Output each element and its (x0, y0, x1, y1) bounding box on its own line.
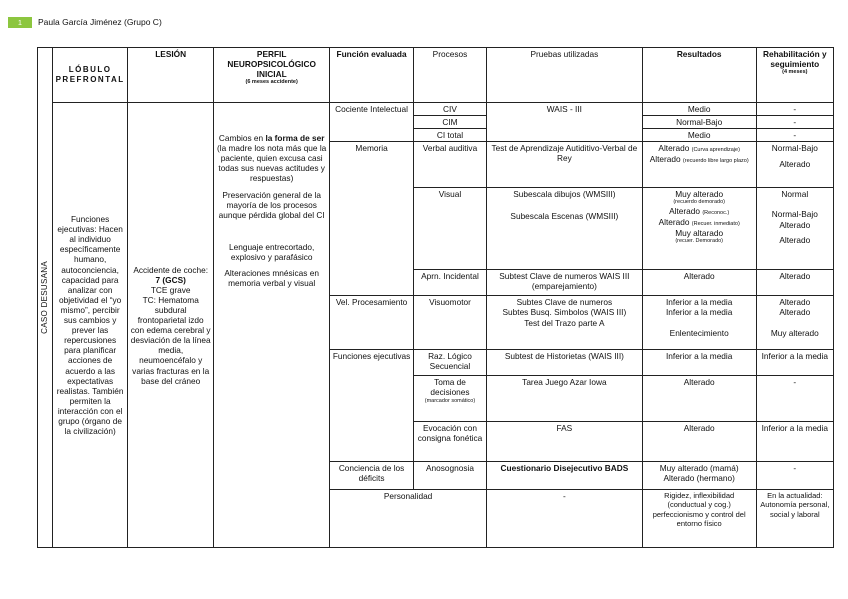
page-title: Paula García Jiménez (Grupo C) (38, 17, 162, 27)
header-lobulo: LÓBULO PREFRONTAL (53, 48, 128, 103)
resultado-incidental: Alterado (642, 270, 756, 296)
side-label-cell (38, 48, 53, 548)
page-header (8, 15, 162, 29)
resultado-vel: Inferior a la media Inferior a la media Enlentecimiento (642, 296, 756, 350)
header-procesos: Procesos (413, 48, 486, 103)
prueba-wais: WAIS - III (487, 103, 643, 142)
perfil-paragraph-4: Alteraciones mnésicas en memoria verbal y visual (224, 268, 319, 289)
header-perfil-title: PERFIL NEUROPSICOLÓGICO INICIAL (227, 49, 316, 80)
resultado-cim: Normal-Bajo (642, 116, 756, 129)
neuropsych-table (37, 47, 834, 548)
personalidad-label: Personalidad (330, 490, 487, 548)
resultado-evocacion: Alterado (642, 422, 756, 462)
perfil-paragraph-3: Lenguaje entrecortado, explosivo y parafásico (228, 241, 315, 262)
perfil-paragraph-2: Preservación general de la mayoría de los procesos aunque pérdida global del CI (218, 189, 325, 220)
funcion-ci: Cociente Intelectual (330, 103, 414, 142)
rehab-conciencia: - (756, 462, 833, 490)
perfil-paragraph-1: Cambios en la forma de ser (la madre los nota más que la paciente, quien excusa casi todas sus nuevas actitudes y respuestas) (217, 133, 327, 184)
proceso-incidental: Aprn. Incidental (413, 270, 486, 296)
resultado-conciencia: Muy alterado (mamá) Alterado (hermano) (642, 462, 756, 490)
resultado-razonamiento: Inferior a la media (642, 350, 756, 376)
resultado-civ: Medio (642, 103, 756, 116)
funcion-vel: Vel. Procesamiento (330, 296, 414, 350)
resultado-personalidad: Rigidez, inflexibilidad (conductual y cog.) perfeccionismo y control del entorno físico (642, 490, 756, 548)
header-lesion: LESIÓN (128, 48, 214, 103)
resultado-decisiones: Alterado (642, 376, 756, 422)
prueba-fas: FAS (487, 422, 643, 462)
proceso-civ: CIV (413, 103, 486, 116)
resultado-visual: Muy alterado (recuerdo demorado) Alterado (Reconoc.) Alterado (Recuer. inmediato) Muy altarado (recuer. Demorado) (642, 188, 756, 270)
proceso-anosognosia: Anosognosia (413, 462, 486, 490)
rehab-civ: - (756, 103, 833, 116)
proceso-decisiones: Toma de decisiones (marcador somático) (413, 376, 486, 422)
header-resultados: Resultados (642, 48, 756, 103)
resultado-verbal: Alterado (Curva aprendizaje) Alterado (recuerdo libre largo plazo) (642, 142, 756, 188)
lobulo-description: Funciones ejecutivas: Hacen al individuo específicamente humano, autoconciencia, capacidad para analizar con objetividad el “yo mismo”, percibir sus cambios y prever las repercusiones para planificar acciones de acuerdo a las expectativas realistas. También permiten la interacción con el grupo (órgano de la civilización) (53, 103, 128, 548)
funcion-ejecutivas: Funciones ejecutivas (330, 350, 414, 462)
perfil-description (214, 103, 330, 548)
rehab-verbal: Normal-Bajo Alterado (756, 142, 833, 188)
header-row (38, 48, 834, 103)
rehab-incidental: Alterado (756, 270, 833, 296)
proceso-visual: Visual (413, 188, 486, 270)
lesion-line-2: 7 (GCS) (155, 274, 186, 285)
header-perfil (214, 48, 330, 103)
rehab-decisiones: - (756, 376, 833, 422)
rehab-cim: - (756, 116, 833, 129)
proceso-cim: CIM (413, 116, 486, 129)
proceso-visuomotor: Visuomotor (413, 296, 486, 350)
rehab-vel: Alterado Alterado Muy alterado (756, 296, 833, 350)
funcion-memoria: Memoria (330, 142, 414, 296)
side-label: CASO DESUSANA (40, 261, 50, 335)
rehab-visual: Normal Normal-Bajo Alterado Alterado (756, 188, 833, 270)
rehab-personalidad: En la actualidad: Autonomía personal, social y laboral (756, 490, 833, 548)
header-perfil-note: (6 meses accidente) (245, 79, 298, 86)
lesion-line-4: TC: Hematoma subdural frontoparietal izdo con edema cerebral y desviación de la línea media, neumoencéfalo y varias fracturas en la base del cráneo (130, 294, 211, 386)
resultado-ci-total: Medio (642, 129, 756, 142)
ci-row-civ (38, 103, 834, 116)
header-rehab (756, 48, 833, 103)
lesion-description (128, 103, 214, 548)
proceso-verbal: Verbal auditiva (413, 142, 486, 188)
rehab-razonamiento: Inferior a la media (756, 350, 833, 376)
lesion-line-3: TCE grave (150, 284, 191, 295)
proceso-razonamiento: Raz. Lógico Secuencial (413, 350, 486, 376)
prueba-vel: Subtes Clave de numeros Subtes Busq. Simbolos (WAIS III) Test del Trazo parte A (487, 296, 643, 350)
prueba-bads: Cuestionario Disejecutivo BADS (487, 462, 643, 490)
rehab-ci-total: - (756, 129, 833, 142)
funcion-conciencia: Conciencia de los déficits (330, 462, 414, 490)
header-rehab-note: (4 meses) (782, 69, 808, 76)
rehab-evocacion: Inferior a la media (756, 422, 833, 462)
prueba-clave: Subtest Clave de numeros WAIS III (emparejamiento) (487, 270, 643, 296)
prueba-wms: Subescala dibujos (WMSIII) Subescala Escenas (WMSIII) (487, 188, 643, 270)
prueba-rey: Test de Aprendizaje Autiditivo-Verbal de Rey (487, 142, 643, 188)
lesion-line-1: Accidente de coche: (133, 264, 209, 275)
prueba-historietas: Subtest de Historietas (WAIS III) (487, 350, 643, 376)
header-funcion: Función evaluada (330, 48, 414, 103)
header-rehab-title: Rehabilitación y seguimiento (762, 49, 827, 70)
proceso-ci-total: CI total (413, 129, 486, 142)
prueba-iowa: Tarea Juego Azar Iowa (487, 376, 643, 422)
prueba-personalidad: - (487, 490, 643, 548)
proceso-evocacion: Evocación con consigna fonética (413, 422, 486, 462)
header-pruebas: Pruebas utilizadas (487, 48, 643, 103)
page-number: 1 (8, 17, 32, 28)
